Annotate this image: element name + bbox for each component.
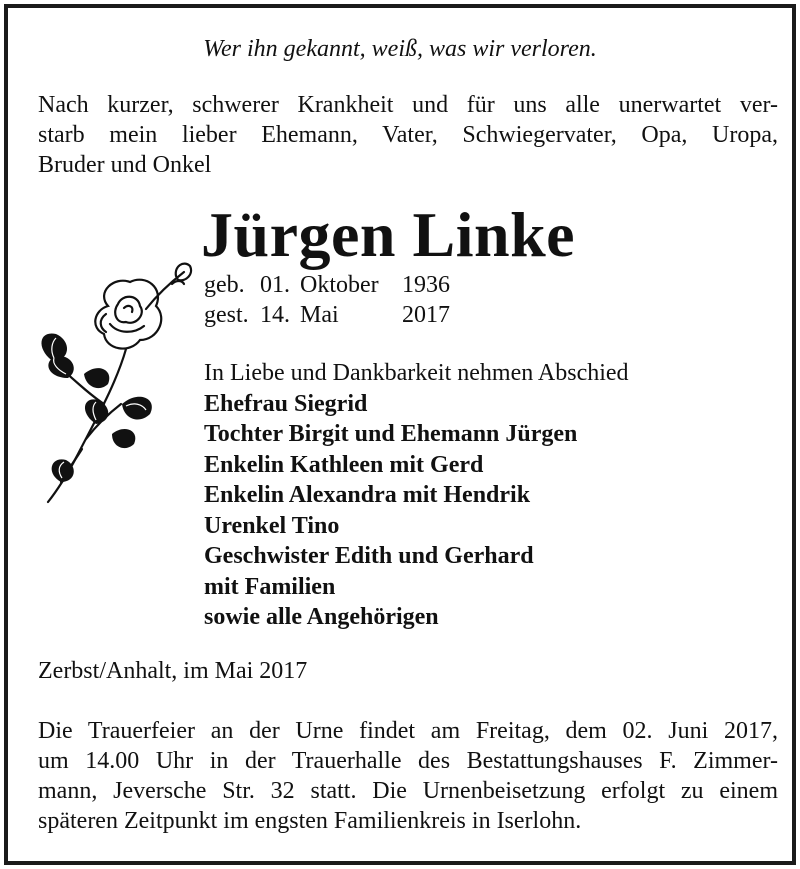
death-month: Mai — [300, 302, 339, 328]
birth-year: 1936 — [402, 272, 450, 298]
obituary-frame — [4, 4, 796, 865]
farewell-intro: In Liebe und Dankbarkeit nehmen Abschied — [204, 360, 629, 386]
death-label: gest. — [204, 302, 249, 328]
birth-label: geb. — [204, 272, 245, 298]
death-day: 14. — [260, 302, 290, 328]
memorial-quote: Wer ihn gekannt, weiß, was wir verloren. — [203, 36, 597, 62]
birth-day: 01. — [260, 272, 290, 298]
place-and-date: Zerbst/Anhalt, im Mai 2017 — [38, 658, 308, 684]
ceremony-line: mann, Jeversche Str. 32 statt. Die Urnenbeisetzung erfolgt zu einem — [38, 778, 778, 804]
ceremony-line: um 14.00 Uhr in der Trauerhalle des Bestattungshauses F. Zimmer- — [38, 748, 778, 774]
ceremony-line: Die Trauerfeier an der Urne findet am Freitag, dem 02. Juni 2017, — [38, 718, 778, 744]
death-date — [204, 300, 450, 330]
intro-line: Bruder und Onkel — [38, 152, 212, 178]
death-year: 2017 — [402, 302, 450, 328]
mourner-line: Tochter Birgit und Ehemann Jürgen — [204, 421, 578, 447]
mourner-line: Enkelin Alexandra mit Hendrik — [204, 482, 531, 508]
intro-line: Nach kurzer, schwerer Krankheit und für uns alle unerwartet ver- — [38, 92, 778, 118]
birth-month: Oktober — [300, 272, 379, 298]
rose-icon — [26, 254, 196, 504]
mourner-line: Enkelin Kathleen mit Gerd — [204, 451, 484, 478]
mourner-line: sowie alle Angehörigen — [204, 604, 439, 630]
mourner-line: Urenkel Tino — [204, 512, 340, 539]
ceremony-info — [38, 716, 778, 836]
mourner-line: Ehefrau Siegrid — [204, 390, 368, 417]
mourner-line: Geschwister Edith und Gerhard — [204, 543, 534, 569]
mourner-line: mit Familien — [204, 573, 336, 600]
deceased-name: Jürgen Linke — [201, 199, 576, 270]
birth-date — [204, 270, 450, 300]
mourners-block — [204, 358, 629, 633]
ceremony-line: späteren Zeitpunkt im engsten Familienkreis in Iserlohn. — [38, 808, 582, 834]
life-dates — [204, 270, 450, 330]
intro-line: starb mein lieber Ehemann, Vater, Schwiegervater, Opa, Uropa, — [38, 122, 778, 148]
intro-text — [38, 90, 778, 180]
